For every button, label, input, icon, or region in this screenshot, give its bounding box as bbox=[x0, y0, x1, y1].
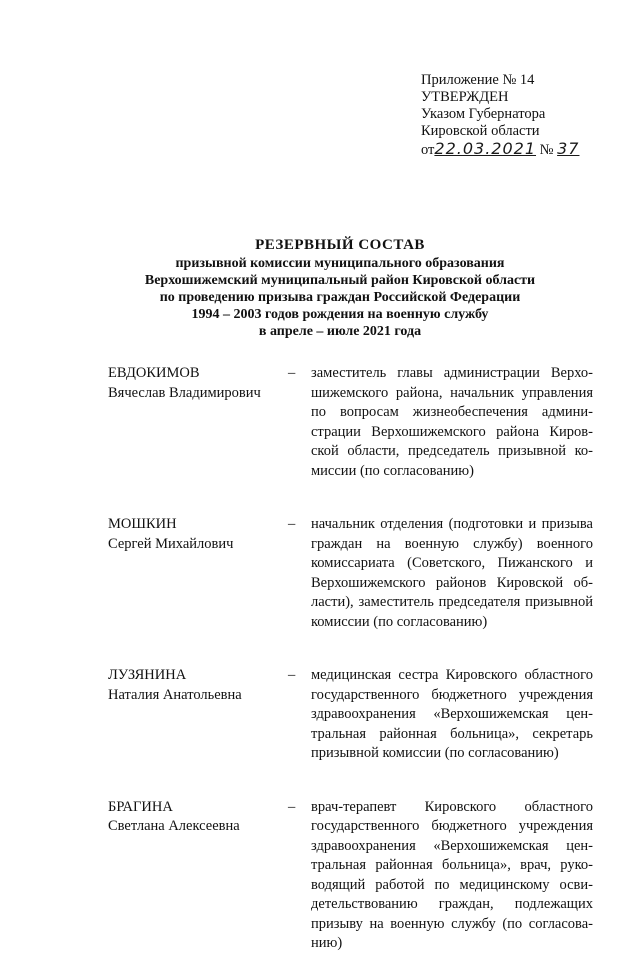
member-entry bbox=[108, 798, 593, 954]
approval-block bbox=[421, 72, 621, 159]
member-given-name: Светлана Алексеевна bbox=[108, 818, 240, 834]
member-given-name: Сергей Михайлович bbox=[108, 535, 234, 552]
document-title bbox=[90, 236, 590, 340]
member-surname: БРАГИНА bbox=[108, 798, 173, 815]
member-name bbox=[108, 798, 288, 954]
decree-date-line bbox=[421, 140, 621, 159]
member-entry bbox=[108, 515, 593, 632]
approval-stamp-text: УТВЕРЖДЕН bbox=[421, 89, 509, 105]
member-entry bbox=[108, 666, 593, 764]
member-name bbox=[108, 515, 288, 632]
appendix-number: Приложение № 14 bbox=[421, 72, 535, 88]
member-dash: – bbox=[288, 516, 296, 532]
member-entry bbox=[108, 364, 593, 481]
member-surname: ЛУЗЯНИНА bbox=[108, 667, 187, 683]
number-prefix: № bbox=[539, 142, 554, 158]
title-main: РЕЗЕРВНЫЙ СОСТАВ bbox=[255, 237, 425, 253]
member-role: заместитель главы администрации Верхошижемского района, начальник управления по вопросам жизнеобеспечения администрации Верхошижемского района Кировской области, председатель призывной комиссии (по согласованию) bbox=[311, 365, 593, 479]
decree-line-2: Кировской области bbox=[421, 123, 540, 139]
member-surname: МОШКИН bbox=[108, 516, 177, 532]
handwritten-date: 22.03.2021 bbox=[434, 139, 537, 158]
member-given-name: Вячеслав Владимирович bbox=[108, 384, 261, 401]
title-line: призывной комиссии муниципального образования bbox=[175, 256, 505, 271]
members-list bbox=[108, 364, 593, 954]
member-role: начальник отделения (подготовки и призыва граждан на военную службу) военного комиссариата (Советского, Пижанского и Верхошижемского районов Кировской области), заместитель председателя призывной комиссии (по согласованию) bbox=[311, 516, 593, 630]
member-dash: – bbox=[288, 365, 296, 381]
decree-line-1: Указом Губернатора bbox=[421, 106, 546, 122]
member-given-name: Наталия Анатольевна bbox=[108, 686, 242, 703]
handwritten-number: 37 bbox=[557, 139, 580, 158]
member-name bbox=[108, 364, 288, 481]
title-line: в апреле – июле 2021 года bbox=[258, 324, 422, 339]
title-line: по проведению призыва граждан Российской Федерации bbox=[159, 290, 521, 305]
title-line: Верхошижемский муниципальный район Кировской области bbox=[144, 273, 536, 288]
member-role: врач-терапевт Кировского областного государственного бюджетного учреждения здравоохранения «Верхошижемская центральная районная больница», врач, руководящий работой по медицинскому освидетельствованию граждан, подлежащих призыву на военную службу (по согласованию) bbox=[311, 798, 593, 951]
member-role: медицинская сестра Кировского областного государственного бюджетного учреждения здравоохранения «Верхошижемская центральная районная больница», секретарь призывной комиссии (по согласованию) bbox=[311, 667, 593, 761]
member-dash: – bbox=[288, 667, 296, 683]
member-surname: ЕВДОКИМОВ bbox=[108, 365, 200, 381]
member-dash: – bbox=[288, 798, 296, 815]
date-prefix: от bbox=[421, 142, 435, 158]
member-name bbox=[108, 666, 288, 764]
title-line: 1994 – 2003 годов рождения на военную службу bbox=[191, 307, 489, 322]
